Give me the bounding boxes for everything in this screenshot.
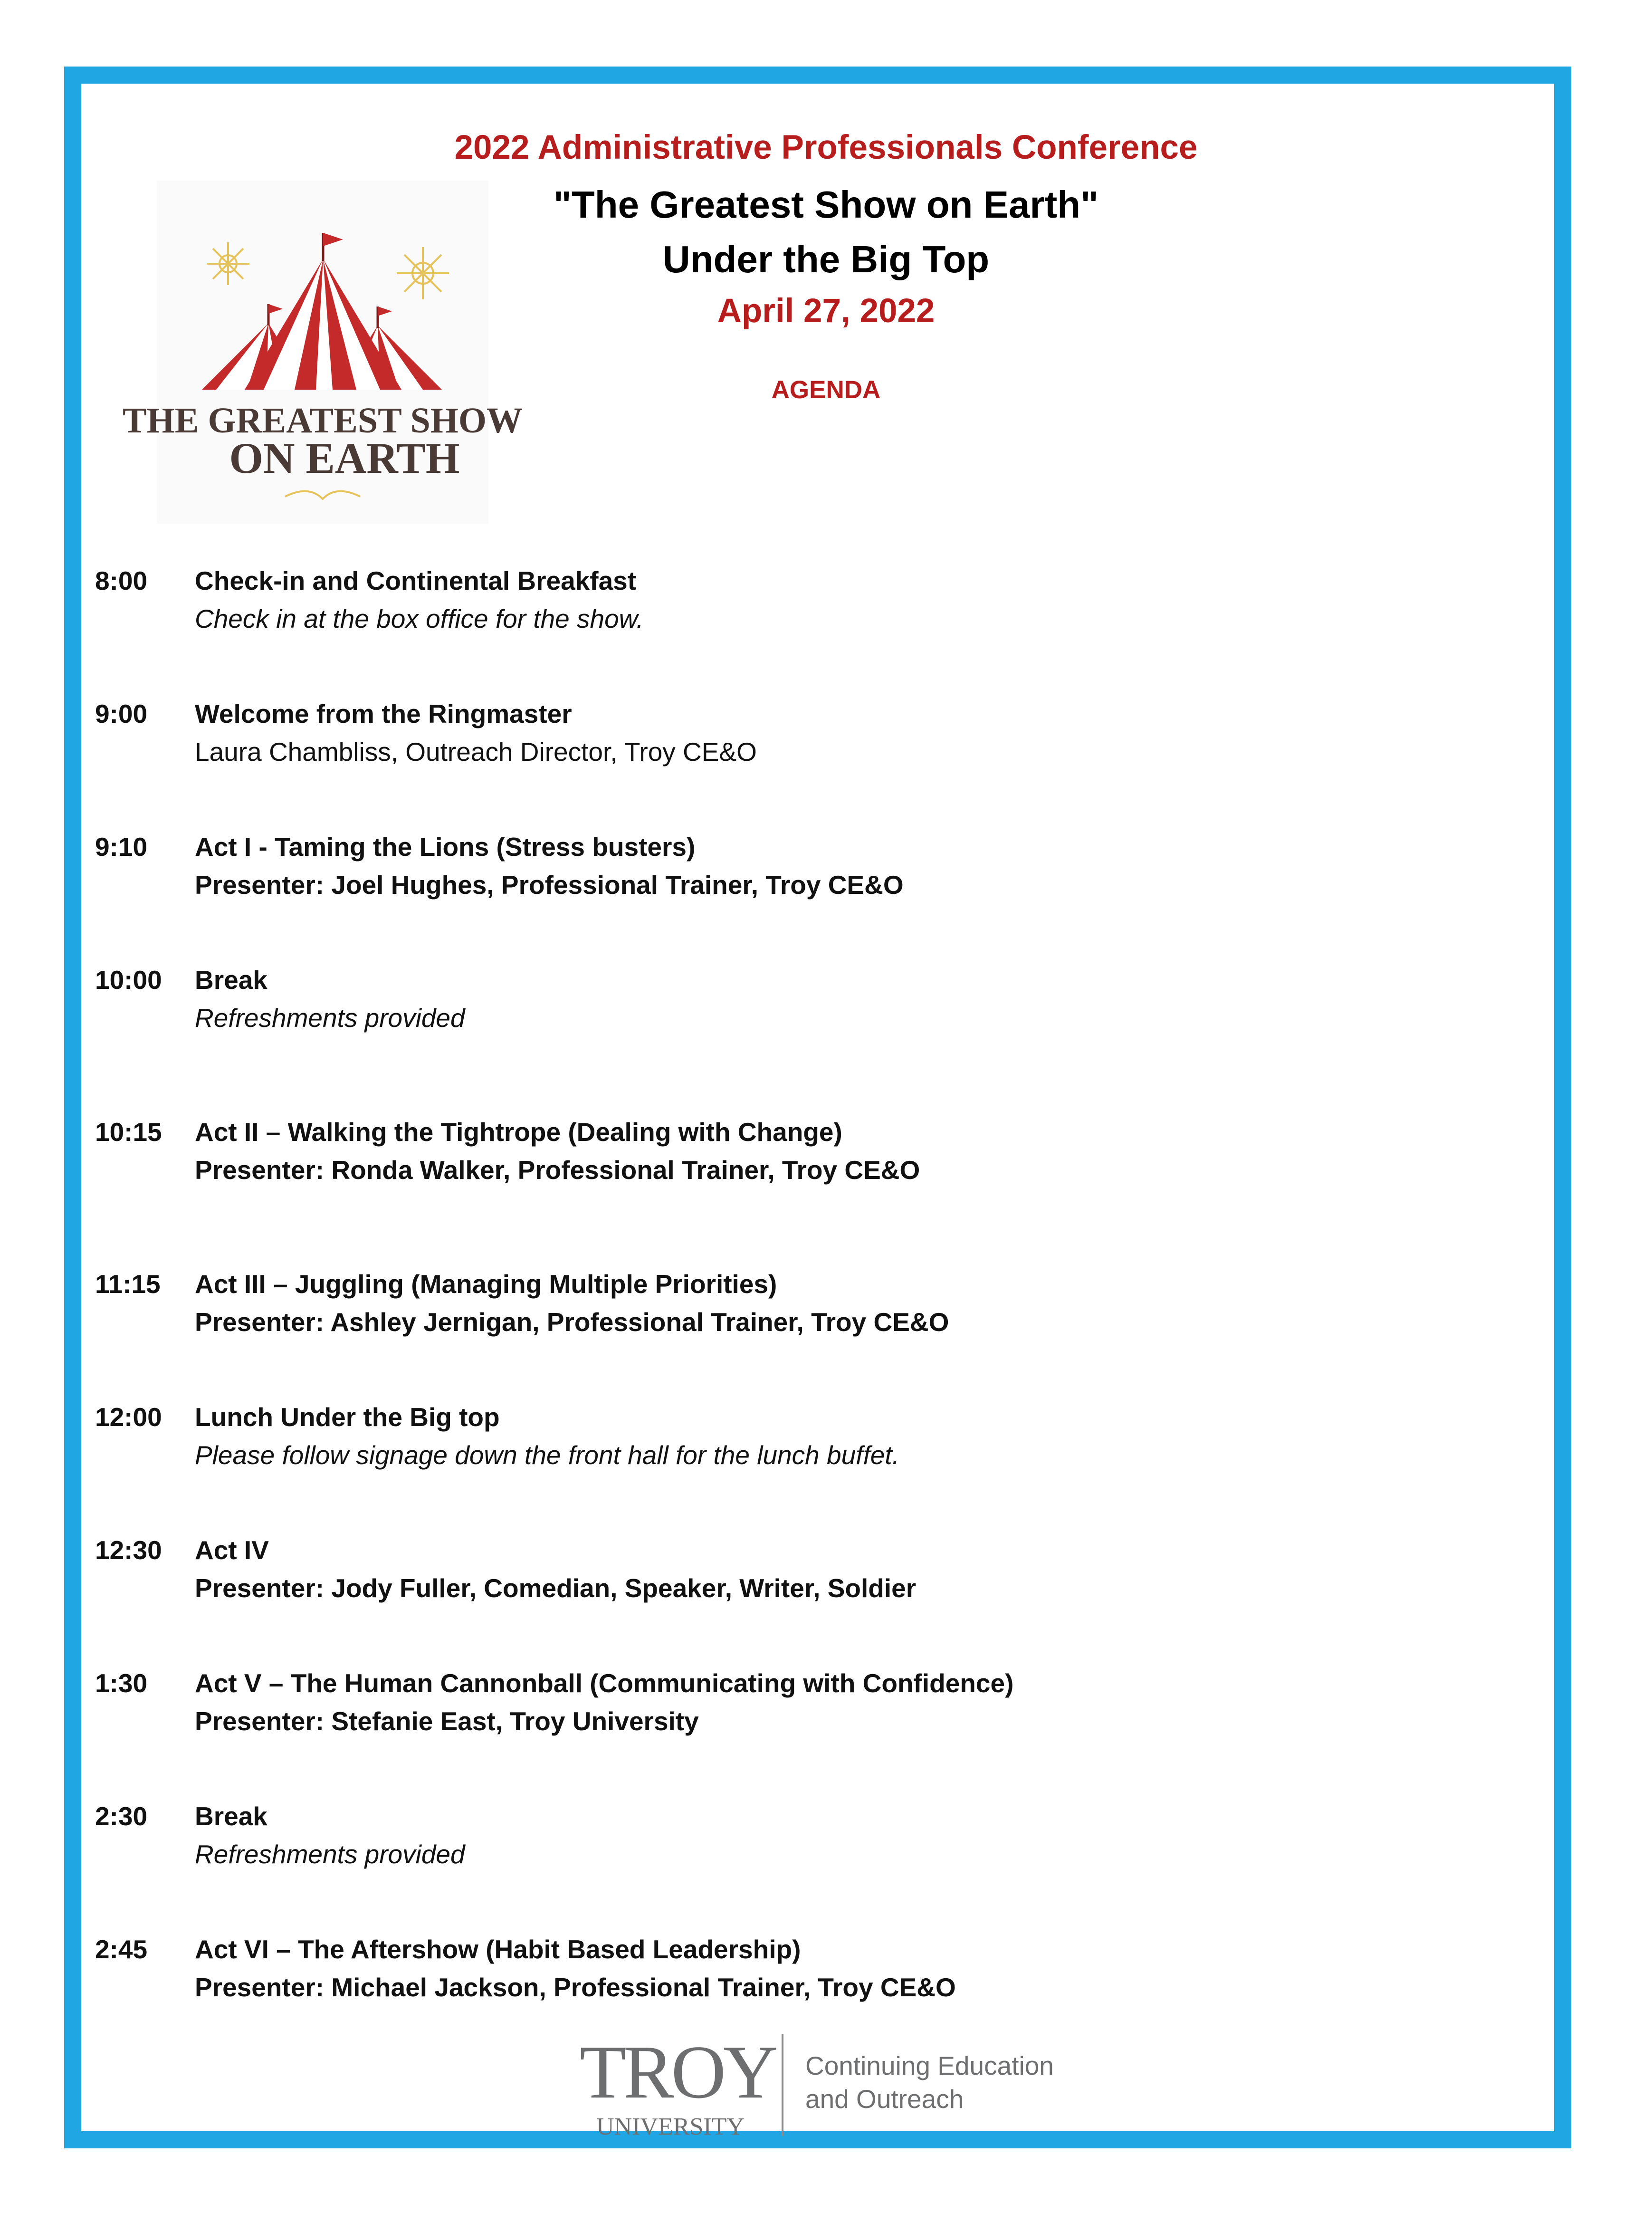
agenda-time: 1:30 — [95, 1668, 148, 1698]
troy-wordmark: TROY — [580, 2030, 775, 2114]
agenda-title: Check-in and Continental Breakfast — [195, 566, 637, 595]
troy-logo — [573, 2020, 1095, 2148]
agenda-time: 10:15 — [95, 1117, 162, 1147]
agenda-detail: Presenter: Michael Jackson, Professional Trainer, Troy CE&O — [195, 1973, 956, 2002]
agenda-detail: Check in at the box office for the show. — [195, 604, 644, 633]
agenda-detail: Presenter: Ronda Walker, Professional Trainer, Troy CE&O — [195, 1155, 920, 1185]
agenda-time: 9:00 — [95, 699, 148, 728]
agenda-title: Act II – Walking the Tightrope (Dealing with Change) — [195, 1117, 842, 1147]
agenda-title: Act I - Taming the Lions (Stress busters) — [195, 832, 696, 862]
agenda-time: 10:00 — [95, 965, 162, 995]
flourish-icon — [285, 491, 360, 499]
agenda-title: Break — [195, 1801, 267, 1831]
event-date: April 27, 2022 — [717, 292, 935, 330]
logo-tagline-line2: and Outreach — [805, 2084, 964, 2114]
agenda-detail: Presenter: Ashley Jernigan, Professional Trainer, Troy CE&O — [195, 1307, 949, 1337]
agenda-detail: Presenter: Joel Hughes, Professional Trainer, Troy CE&O — [195, 870, 904, 900]
agenda-time: 2:30 — [95, 1801, 148, 1831]
agenda-time: 9:10 — [95, 832, 148, 862]
logo-text-line1: THE GREATEST SHOW — [123, 401, 523, 441]
troy-university: UNIVERSITY — [596, 2113, 745, 2140]
agenda-time: 12:30 — [95, 1535, 162, 1565]
agenda-detail: Presenter: Stefanie East, Troy University — [195, 1706, 699, 1736]
agenda-time: 11:15 — [95, 1269, 161, 1299]
agenda-detail: Please follow signage down the front hall for the lunch buffet. — [195, 1440, 899, 1470]
agenda-time: 12:00 — [95, 1402, 162, 1432]
logo-divider — [782, 2034, 783, 2136]
agenda-title: Break — [195, 965, 267, 995]
agenda-label: AGENDA — [771, 376, 881, 404]
agenda-detail: Refreshments provided — [195, 1003, 465, 1033]
agenda-detail: Presenter: Jody Fuller, Comedian, Speaker, Writer, Soldier — [195, 1573, 917, 1603]
agenda-time: 8:00 — [95, 566, 148, 595]
logo-tagline-line1: Continuing Education — [805, 2051, 1054, 2080]
conference-title: 2022 Administrative Professionals Conference — [454, 129, 1198, 166]
agenda-title: Welcome from the Ringmaster — [195, 699, 572, 728]
agenda-title: Lunch Under the Big top — [195, 1402, 500, 1432]
agenda-title: Act III – Juggling (Managing Multiple Priorities) — [195, 1269, 777, 1299]
subtitle: Under the Big Top — [662, 238, 990, 280]
agenda-detail: Refreshments provided — [195, 1839, 465, 1869]
circus-logo — [123, 181, 523, 524]
logo-text-line2: ON EARTH — [229, 434, 460, 482]
agenda-title: Act VI – The Aftershow (Habit Based Leadership) — [195, 1935, 801, 1964]
agenda-time: 2:45 — [95, 1935, 148, 1964]
agenda-title: Act IV — [195, 1535, 269, 1565]
theme-title: "The Greatest Show on Earth" — [553, 183, 1099, 226]
agenda-title: Act V – The Human Cannonball (Communicating with Confidence) — [195, 1668, 1014, 1698]
agenda-detail: Laura Chambliss, Outreach Director, Troy CE&O — [195, 737, 757, 766]
